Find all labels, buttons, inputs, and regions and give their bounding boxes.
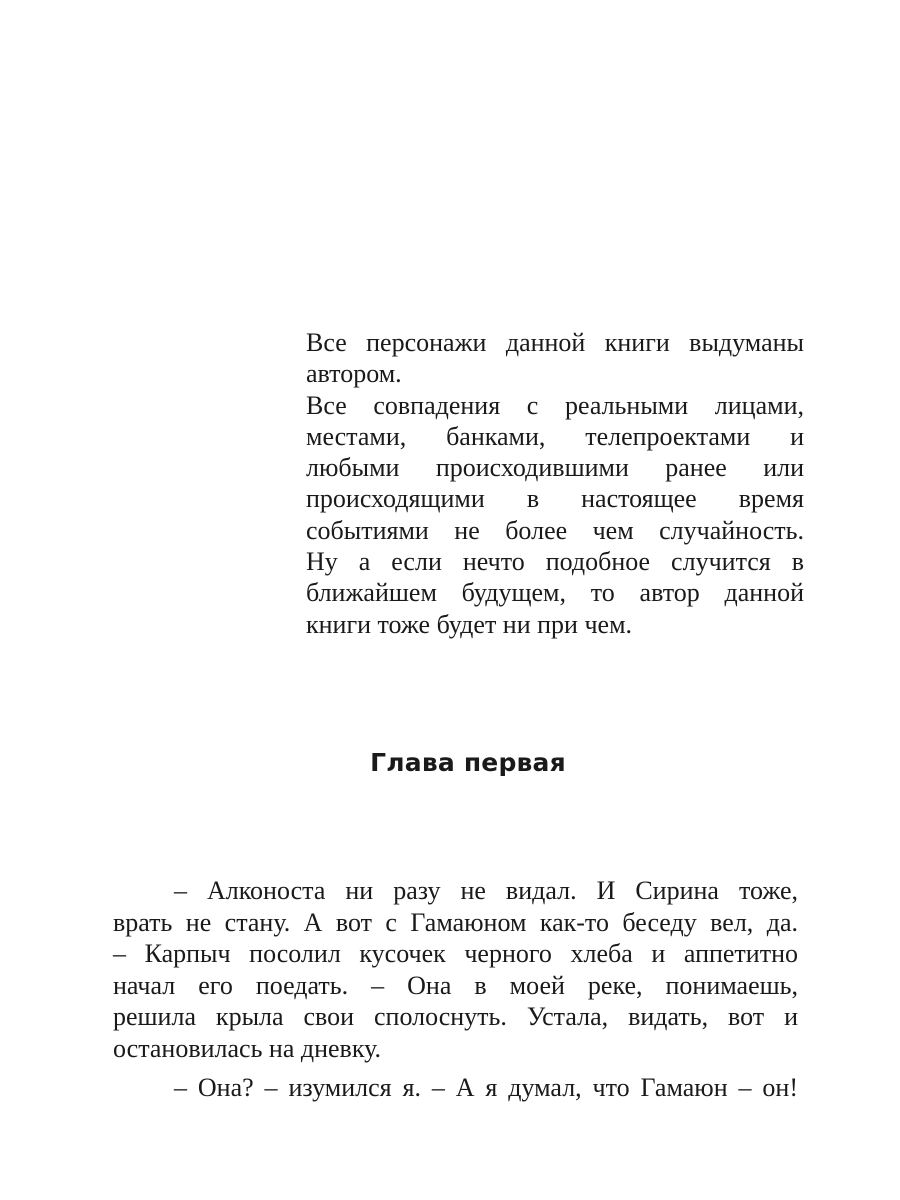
disclaimer-line: Все совпадения с реальными лицами, xyxy=(306,390,804,420)
paragraph-line: решила крыла свои сполоснуть. Устала, видать, вот и xyxy=(113,1002,798,1032)
disclaimer-line: событиями не более чем случайность. xyxy=(306,515,804,545)
disclaimer-line: любыми происходившими ранее или xyxy=(306,453,804,483)
disclaimer-line: автором. xyxy=(306,359,402,389)
disclaimer-block xyxy=(306,327,804,640)
chapter-title: Глава первая xyxy=(370,748,566,777)
paragraph-line: – Алконоста ни разу не видал. И Сирина тоже, xyxy=(174,876,798,905)
paragraph xyxy=(113,875,798,1065)
paragraph xyxy=(113,1072,798,1104)
chapter-body xyxy=(113,875,798,1103)
disclaimer-line: местами, банками, телепроектами и xyxy=(306,421,804,451)
disclaimer-line: Все персонажи данной книги выдуманы xyxy=(306,328,804,357)
paragraph-line: врать не стану. А вот с Гамаюном как-то беседу вел, да. xyxy=(113,907,798,937)
paragraph-line: – Карпыч посолил кусочек черного хлеба и аппетитно xyxy=(113,939,798,969)
paragraph-line: – Она? – изумился я. – А я думал, что Гамаюн – он! xyxy=(174,1072,798,1102)
disclaimer-line: ближайшем будущем, то автор данной xyxy=(306,578,804,608)
disclaimer-line: Ну а если нечто подобное случится в xyxy=(306,547,804,577)
disclaimer-line: происходящими в настоящее время xyxy=(306,484,804,514)
disclaimer-line: книги тоже будет ни при чем. xyxy=(306,609,633,639)
paragraph-line: начал его поедать. – Она в моей реке, понимаешь, xyxy=(113,970,798,1000)
paragraph-line: остановилась на дневку. xyxy=(113,1033,381,1063)
